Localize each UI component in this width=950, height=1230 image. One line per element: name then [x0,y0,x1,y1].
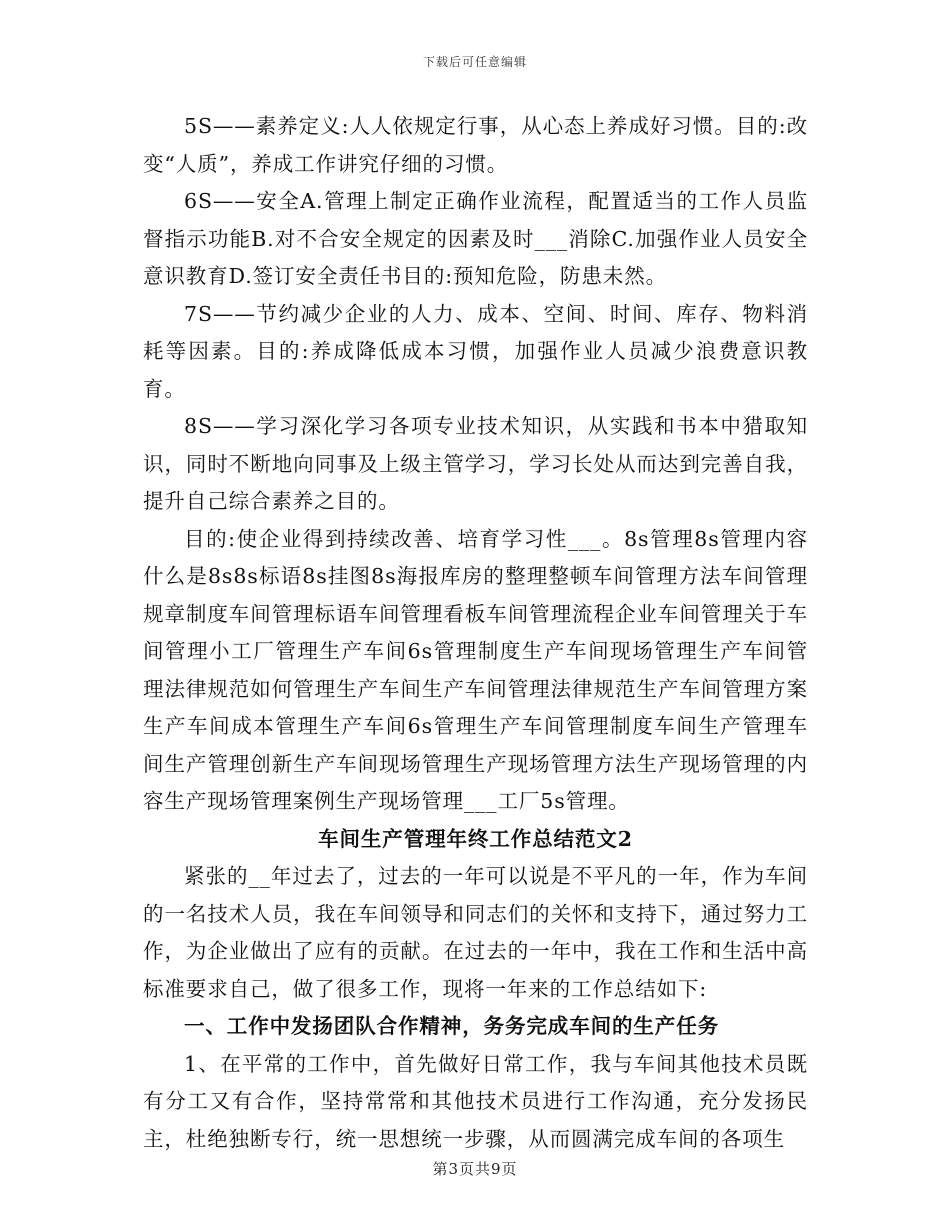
page-header-note: 下载后可任意编辑 [422,55,527,69]
paragraph-5s: 5S——素养定义:人人依规定行事，从心态上养成好习惯。目的:改变“人质”，养成工作讲究仔细的习惯。 [143,114,808,176]
page-number: 第3页共9页 [432,1160,518,1178]
section-heading: 车间生产管理年终工作总结范文2 [318,826,633,851]
paragraph-intro: 紧张的__年过去了，过去的一年可以说是不平凡的一年，作为车间的一名技术人员，我在车间领导和同志们的关怀和支持下，通过努力工作，为企业做出了应有的贡献。在过去的一年中，我在工作和生活中高标准要求自己，做了很多工作，现将一年来的工作总结如下: [143,864,808,1001]
paragraph-8s: 8S——学习深化学习各项专业技术知识，从实践和书本中猎取知识，同时不断地向同事及上级主管学习，学习长处从而达到完善自我，提升自己综合素养之目的。 [143,414,808,513]
paragraph-7s: 7S——节约减少企业的人力、成本、空间、时间、库存、物料消耗等因素。目的:养成降低成本习惯，加强作业人员减少浪费意识教育。 [143,301,808,401]
paragraph-item-1: 1、在平常的工作中，首先做好日常工作，我与车间其他技术员既有分工又有合作，坚持常常和其他技术员进行工作沟通，充分发扬民主，杜绝独断专行，统一思想统一步骤，从而圆满完成车间的各项生 [143,1051,808,1151]
document-body [143,108,808,1158]
paragraph-6s: 6S——安全A.管理上制定正确作业流程，配置适当的工作人员监督指示功能B.对不合安全规定的因素及时___消除C.加强作业人员安全意识教育D.签订安全责任书目的:预知危险，防患未然。 [143,189,808,288]
subsection-heading: 一、工作中发扬团队合作精神，务务完成车间的生产任务 [184,1014,719,1038]
paragraph-purpose: 目的:使企业得到持续改善、培育学习性___。8s管理8s管理内容什么是8s8s标语8s挂图8s海报库房的整理整顿车间管理方法车间管理规章制度车间管理标语车间管理看板车间管理流程企业车间管理关于车间管理小工厂管理生产车间6s管理制度生产车间现场管理生产车间管理法律规范如何管理生产车间生产车间管理法律规范生产车间管理方案生产车间成本管理生产车间6s管理生产车间管理制度车间生产管理车间生产管理创新生产车间现场管理生产现场管理方法生产现场管理的内容生产现场管理案例生产现场管理___工厂5s管理。 [143,526,808,813]
